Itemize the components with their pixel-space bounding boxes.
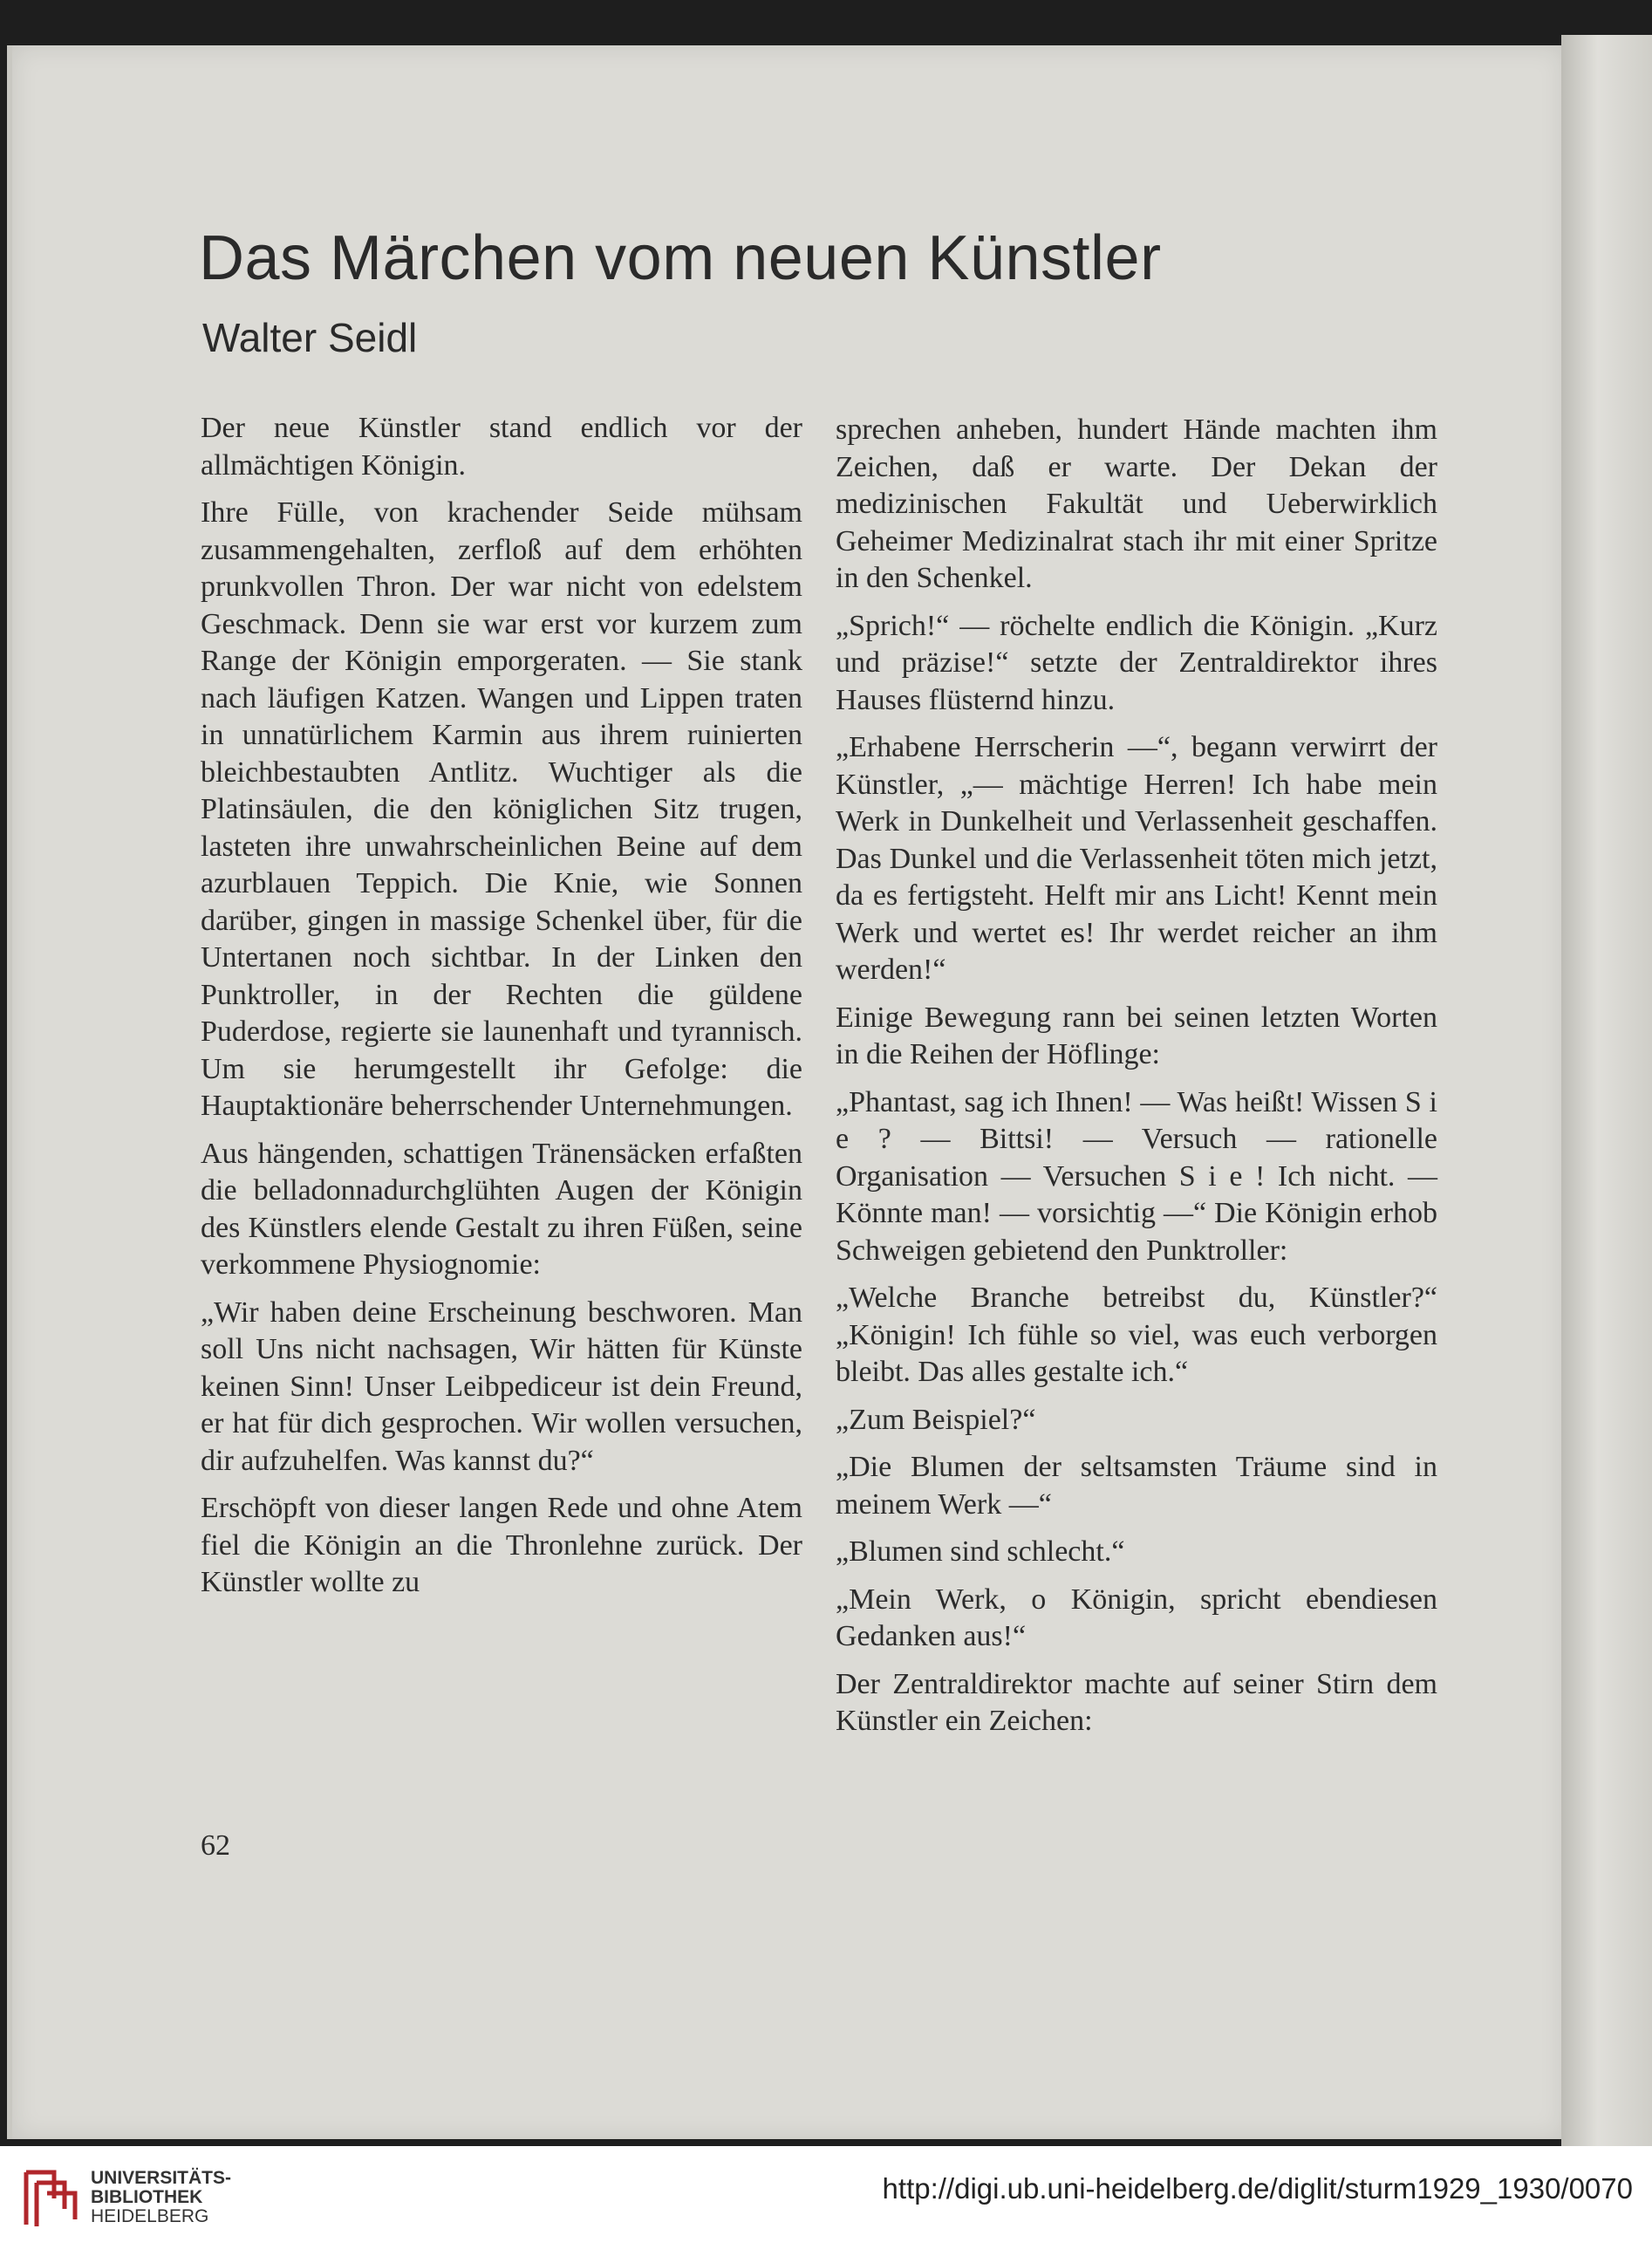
left-text-column [201,410,802,1612]
article-author: Walter Seidl [202,315,418,360]
library-logo-icon [19,2164,82,2233]
library-name-line: HEIDELBERG [91,2206,209,2226]
paragraph: „Phantast, sag ich Ihnen! — Was heißt! Wissen S i e ? — Bittsi! — Versuch — rationelle Organisation — Versuchen S i e ! Ich nicht. — Könnte man! — vorsichtig —“ Die Königin erhob Schweigen gebietend den Punktroller: [836,1085,1437,1267]
paragraph: „Blumen sind schlecht.“ [836,1535,1125,1568]
library-name-line: BIBLIOTHEK [91,2187,203,2207]
paragraph: Aus hängenden, schattigen Tränensäcken erfaßten die belladonnadurchglühten Augen der Königin des Künstlers elende Gestalt zu ihren Füßen, seine verkommene Physiognomie: [201,1137,802,1281]
paragraph: „Welche Branche betreibst du, Künstler?“ „Königin! Ich fühle so viel, was euch verborgen bleibt. Das alles gestalte ich.“ [836,1282,1437,1388]
paragraph: „Wir haben deine Erscheinung beschworen. Man soll Uns nicht nachsagen, Wir hätten für Künste keinen Sinn! Unser Leibpediceur ist dein Freund, er hat für dich gesprochen. Wir wollen versuchen, dir aufzuhelfen. Was kannst du?“ [201,1296,802,1477]
article-title: Das Märchen vom neuen Künstler [199,223,1162,293]
paragraph: Einige Bewegung rann bei seinen letzten Worten in die Reihen der Höflinge: [836,1001,1437,1070]
source-url[interactable]: http://digi.ub.uni-heidelberg.de/diglit/sturm1929_1930/0070 [882,2172,1633,2205]
library-footer [0,2146,1652,2263]
paragraph: sprechen anheben, hundert Hände machten ihm Zeichen, daß er warte. Der Dekan der medizinischen Fakultät und Ueberwirklich Geheimer Medizinalrat stach ihr mit einer Spritze in den Schenkel. [836,414,1437,594]
paragraph: Erschöpft von dieser langen Rede und ohne Atem fiel die Königin an die Thronlehne zurück. Der Künstler wollte zu [201,1492,802,1598]
right-text-column [836,412,1437,1751]
paragraph: „Die Blumen der seltsamsten Träume sind in meinem Werk —“ [836,1451,1437,1521]
paragraph: „Mein Werk, o Königin, spricht ebendiesen Gedanken aus!“ [836,1583,1437,1652]
paragraph: „Sprich!“ — röchelte endlich die Königin. „Kurz und präzise!“ setzte der Zentraldirektor ihres Hauses flüsternd hinzu. [836,609,1437,716]
adjacent-page-edge [1561,35,1652,2146]
paragraph: Der neue Künstler stand endlich vor der allmächtigen Königin. [201,412,802,482]
library-name [91,2169,231,2226]
page-number: 62 [201,1829,230,1862]
library-name-line: UNIVERSITÄTS- [91,2168,232,2188]
paragraph: „Zum Beispiel?“ [836,1403,1036,1436]
paragraph: Ihre Fülle, von krachender Seide mühsam zusammengehalten, zerfloß auf dem erhöhten prunkvollen Thron. Der war nicht von edelstem Geschmack. Denn sie war erst vor kurzem zum Range der Königin emporgeraten. — Sie stank nach läufigen Katzen. Wangen und Lippen traten in unnatürlichem Karmin aus ihrem ruinierten bleichbestaubten Antlitz. Wuchtiger als die Platinsäulen, die den königlichen Sitz trugen, lasteten ihre unwahrscheinlichen Beine auf dem azurblauen Teppich. Die Knie, wie Sonnen darüber, gingen in massige Schenkel über, für die Untertanen noch sichtbar. In der Linken den Punktroller, in der Rechten die güldene Puderdose, regierte sie launenhaft und tyrannisch. Um sie herumgestellt ihr Gefolge: die Hauptaktionäre beherrschender Unternehmungen. [201,496,802,1122]
paragraph: Der Zentraldirektor machte auf seiner Stirn dem Künstler ein Zeichen: [836,1667,1437,1737]
paragraph: „Erhabene Herrscherin —“, begann verwirrt der Künstler, „— mächtige Herren! Ich habe mein Werk in Dunkelheit und Verlassenheit geschaffen. Das Dunkel und die Verlassenheit töten mich jetzt, da es fertigsteht. Helft mir ans Licht! Kennt mein Werk und wertet es! Ihr werdet reicher an ihm werden!“ [836,731,1437,986]
